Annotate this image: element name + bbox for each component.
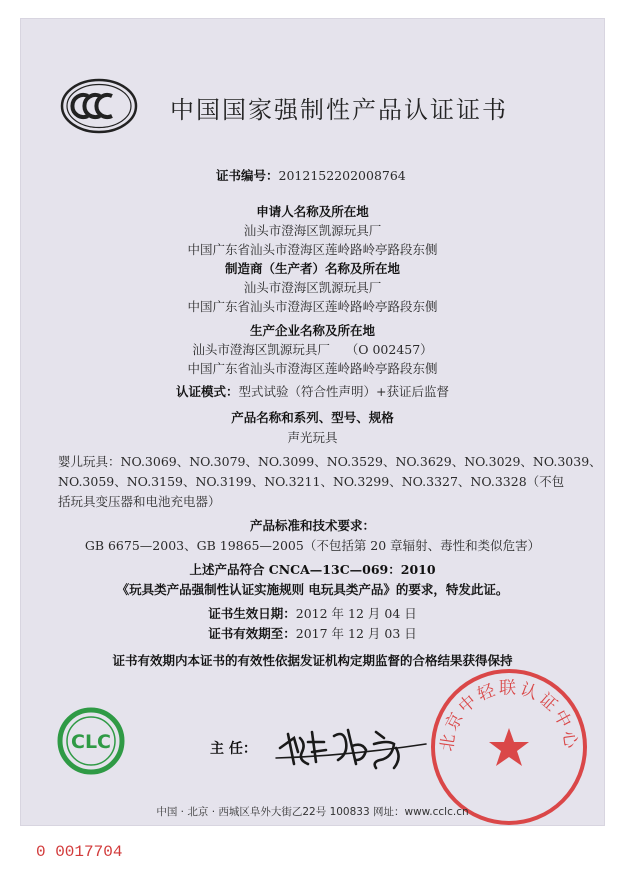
standards-heading: 产品标准和技术要求：	[249, 518, 375, 533]
applicant-name: 汕头市澄海区凯源玩具厂	[243, 223, 382, 238]
certificate-number	[216, 166, 406, 184]
factory-heading: 生产企业名称及所在地	[249, 323, 375, 338]
certificate-number-label: 证书编号：	[216, 168, 279, 183]
factory-name-line	[20, 340, 605, 358]
standards-value: GB 6675—2003、GB 19865—2005（不包括第 20 章辐射、毒性和类似危害）	[84, 538, 541, 553]
issue-date-label: 证书生效日期：	[208, 606, 296, 621]
manufacturer-heading: 制造商（生产者）名称及所在地	[224, 261, 400, 276]
mode-label: 认证模式：	[176, 384, 239, 399]
certificate-title: 中国国家强制性产品认证证书	[170, 96, 508, 124]
mode-value: 型式试验（符合性声明）+获证后监督	[238, 384, 449, 399]
clc-logo-text: CLC	[71, 731, 111, 753]
clc-logo	[56, 706, 126, 776]
issuer-address-footer: 中国 · 北京 · 西城区阜外大街乙22号 100833 网址：www.cclc.cn	[156, 806, 469, 818]
ccc-logo	[60, 78, 138, 134]
director-label: 主 任：	[210, 741, 257, 757]
issue-date-value: 2012 年 12 月 04 日	[295, 606, 417, 621]
conformity-line-1: 上述产品符合 CNCA—13C—069：2010	[189, 562, 436, 577]
expiry-date-value: 2017 年 12 月 03 日	[295, 626, 417, 641]
applicant-address: 中国广东省汕头市澄海区莲岭路岭亭路段东侧	[187, 242, 438, 257]
factory-code: （O 002457）	[345, 342, 433, 357]
expiry-date	[20, 624, 605, 642]
applicant-heading: 申请人名称及所在地	[256, 204, 369, 219]
validity-note: 证书有效期内本证书的有效性依据发证机构定期监督的合格结果获得保持	[112, 653, 513, 668]
certificate-number-value: 2012152202008764	[278, 168, 406, 183]
factory-name: 汕头市澄海区凯源玩具厂	[192, 342, 330, 357]
certification-mode	[20, 382, 605, 400]
product-models-line-3: 括玩具变压器和电池充电器）	[58, 494, 221, 509]
product-heading: 产品名称和系列、型号、规格	[231, 410, 394, 425]
factory-address: 中国广东省汕头市澄海区莲岭路岭亭路段东侧	[187, 361, 438, 376]
issue-date	[20, 604, 605, 622]
manufacturer-address: 中国广东省汕头市澄海区莲岭路岭亭路段东侧	[187, 299, 438, 314]
product-models-line-2: NO.3059、NO.3159、NO.3199、NO.3211、NO.3299、NO.3327、NO.3328（不包	[58, 474, 565, 489]
certificate-document	[20, 18, 605, 826]
director-signature	[272, 718, 432, 773]
seal-text: 北京中轻联认证中心	[437, 678, 581, 753]
conformity-line-2: 《玩具类产品强制性认证实施规则 电玩具类产品》的要求，特发此证。	[116, 582, 509, 597]
manufacturer-name: 汕头市澄海区凯源玩具厂	[243, 280, 382, 295]
product-name: 声光玩具	[287, 430, 338, 445]
serial-number: 0 0017704	[36, 843, 123, 861]
expiry-date-label: 证书有效期至：	[208, 626, 296, 641]
product-models-line-1: 婴儿玩具：NO.3069、NO.3079、NO.3099、NO.3529、NO.3629、NO.3029、NO.3039、	[58, 454, 602, 469]
